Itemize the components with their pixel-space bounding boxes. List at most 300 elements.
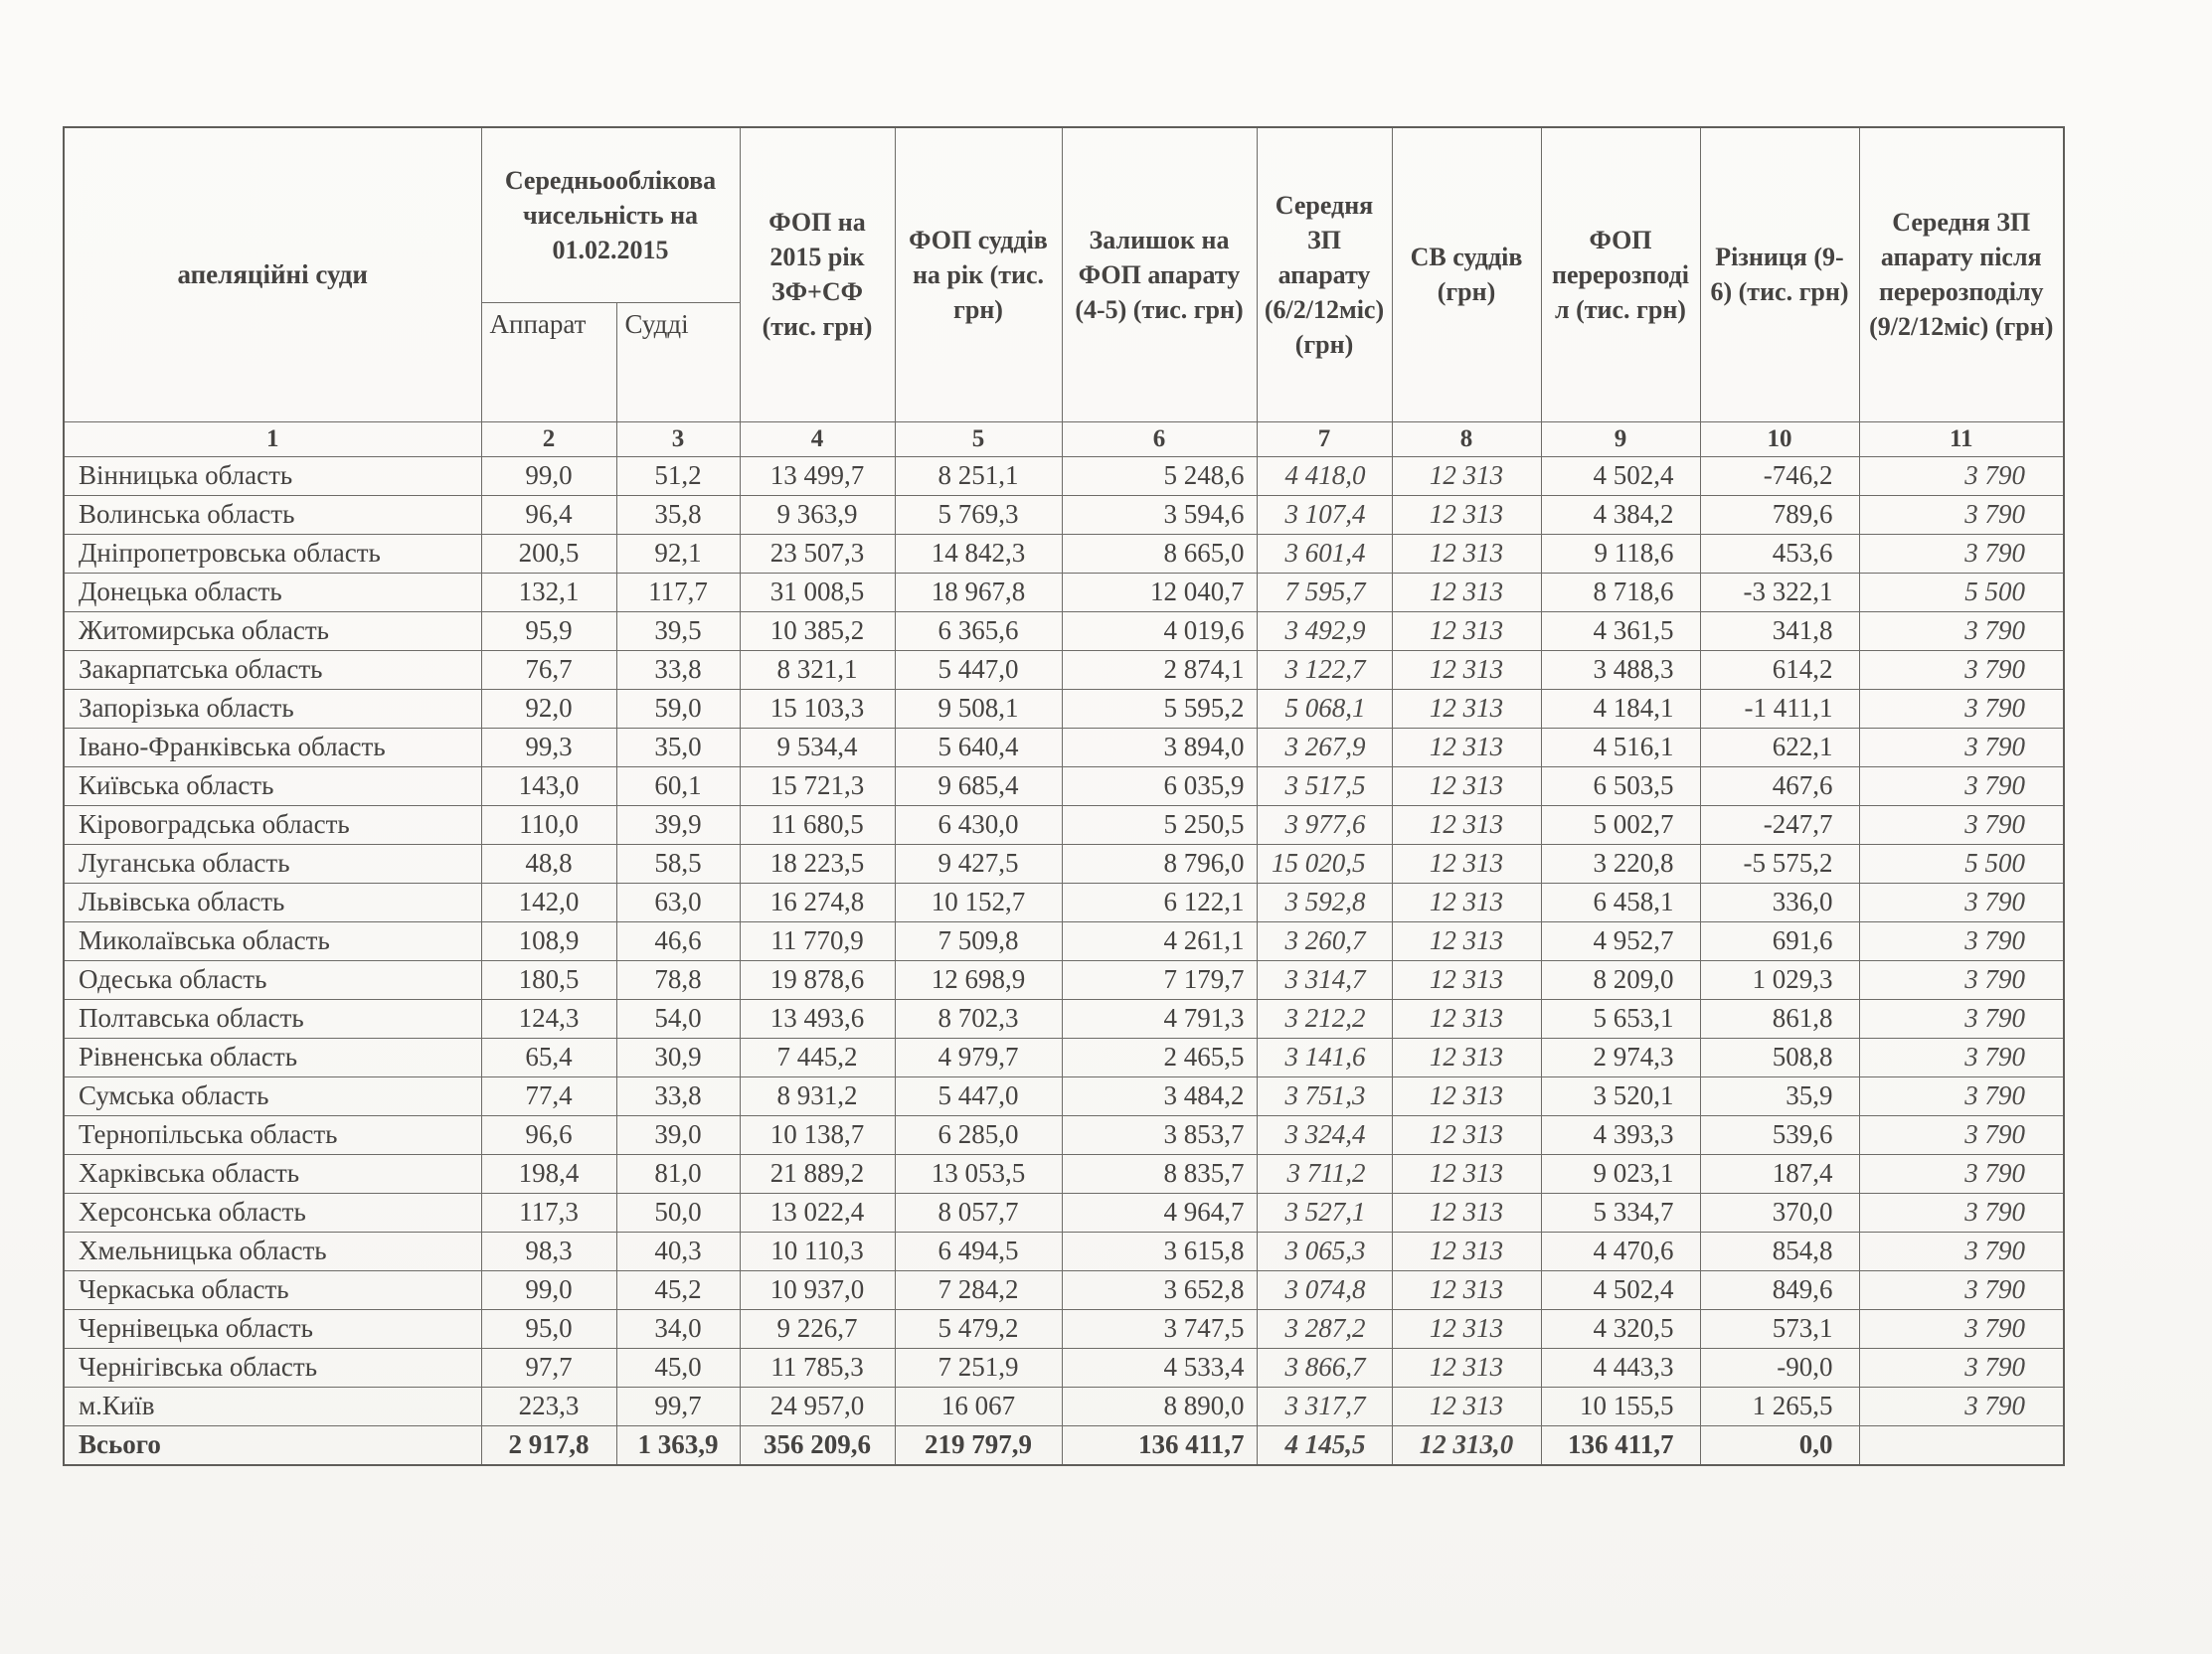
- cell-fop-2015: 7 445,2: [740, 1038, 895, 1076]
- cell-fop-2015: 356 209,6: [740, 1425, 895, 1465]
- cell-fop-2015: 23 507,3: [740, 534, 895, 573]
- cell-avg-salary-apparatus: 3 074,8: [1257, 1270, 1392, 1309]
- cell-fop-redistribution: 2 974,3: [1541, 1038, 1700, 1076]
- cell-fop-redistribution: 8 718,6: [1541, 573, 1700, 611]
- table-row: [64, 1348, 2064, 1387]
- cell-avg-salary-apparatus: 3 517,5: [1257, 766, 1392, 805]
- cell-region-name: Кіровоградська область: [64, 805, 481, 844]
- table-row: [64, 728, 2064, 766]
- header-sv-judges: СВ суддів (грн): [1392, 127, 1541, 421]
- col-num: 3: [616, 421, 740, 456]
- cell-avg-salary-after: 3 790: [1859, 766, 2064, 805]
- cell-fop-redistribution: 4 361,5: [1541, 611, 1700, 650]
- cell-fop-2015: 9 363,9: [740, 495, 895, 534]
- cell-avg-salary-apparatus: 3 492,9: [1257, 611, 1392, 650]
- cell-remainder-fop: 5 248,6: [1062, 456, 1257, 495]
- cell-apparatus-count: 200,5: [481, 534, 616, 573]
- cell-avg-salary-after: 3 790: [1859, 611, 2064, 650]
- cell-fop-judges-year: 10 152,7: [895, 883, 1062, 921]
- cell-avg-salary-apparatus: 3 592,8: [1257, 883, 1392, 921]
- table-row: [64, 1193, 2064, 1232]
- cell-avg-salary-after: 3 790: [1859, 883, 2064, 921]
- cell-remainder-fop: 3 853,7: [1062, 1115, 1257, 1154]
- cell-avg-salary-after: 3 790: [1859, 495, 2064, 534]
- cell-difference: -90,0: [1700, 1348, 1859, 1387]
- cell-sv-judges: 12 313: [1392, 883, 1541, 921]
- cell-fop-redistribution: 4 384,2: [1541, 495, 1700, 534]
- cell-avg-salary-after: 3 790: [1859, 456, 2064, 495]
- cell-fop-judges-year: 16 067: [895, 1387, 1062, 1425]
- cell-apparatus-count: 48,8: [481, 844, 616, 883]
- cell-sv-judges: 12 313: [1392, 611, 1541, 650]
- cell-fop-redistribution: 4 184,1: [1541, 689, 1700, 728]
- cell-fop-2015: 13 493,6: [740, 999, 895, 1038]
- table-total-row: [64, 1425, 2064, 1465]
- cell-fop-2015: 10 138,7: [740, 1115, 895, 1154]
- cell-difference: 341,8: [1700, 611, 1859, 650]
- column-number-row: [64, 421, 2064, 456]
- header-apparatus: Аппарат: [481, 302, 616, 421]
- header-fop-redistribution: ФОП перерозподіл (тис. грн): [1541, 127, 1700, 421]
- cell-fop-redistribution: 10 155,5: [1541, 1387, 1700, 1425]
- cell-region-name: Волинська область: [64, 495, 481, 534]
- cell-region-name: Дніпропетровська область: [64, 534, 481, 573]
- table-row: [64, 456, 2064, 495]
- cell-avg-salary-after: 3 790: [1859, 534, 2064, 573]
- cell-difference: 35,9: [1700, 1076, 1859, 1115]
- cell-avg-salary-apparatus: 3 977,6: [1257, 805, 1392, 844]
- cell-avg-salary-after: 3 790: [1859, 689, 2064, 728]
- cell-judges-count: 99,7: [616, 1387, 740, 1425]
- table-row: [64, 534, 2064, 573]
- cell-difference: 849,6: [1700, 1270, 1859, 1309]
- cell-remainder-fop: 4 791,3: [1062, 999, 1257, 1038]
- cell-fop-redistribution: 136 411,7: [1541, 1425, 1700, 1465]
- cell-sv-judges: 12 313: [1392, 1232, 1541, 1270]
- table-row: [64, 1115, 2064, 1154]
- cell-judges-count: 54,0: [616, 999, 740, 1038]
- cell-fop-redistribution: 6 458,1: [1541, 883, 1700, 921]
- cell-fop-redistribution: 4 502,4: [1541, 1270, 1700, 1309]
- cell-remainder-fop: 3 747,5: [1062, 1309, 1257, 1348]
- cell-apparatus-count: 77,4: [481, 1076, 616, 1115]
- cell-region-name: Вінницька область: [64, 456, 481, 495]
- cell-apparatus-count: 96,6: [481, 1115, 616, 1154]
- cell-fop-redistribution: 4 320,5: [1541, 1309, 1700, 1348]
- cell-sv-judges: 12 313: [1392, 1115, 1541, 1154]
- cell-remainder-fop: 2 874,1: [1062, 650, 1257, 689]
- cell-avg-salary-after: 3 790: [1859, 921, 2064, 960]
- cell-difference: 187,4: [1700, 1154, 1859, 1193]
- cell-difference: 789,6: [1700, 495, 1859, 534]
- cell-sv-judges: 12 313: [1392, 999, 1541, 1038]
- cell-avg-salary-apparatus: 3 866,7: [1257, 1348, 1392, 1387]
- col-num: 5: [895, 421, 1062, 456]
- cell-fop-redistribution: 4 443,3: [1541, 1348, 1700, 1387]
- cell-apparatus-count: 99,0: [481, 456, 616, 495]
- cell-remainder-fop: 4 261,1: [1062, 921, 1257, 960]
- header-avg-salary-after: Середня ЗП апарату після перерозподілу (9/2/12міс) (грн): [1859, 127, 2064, 421]
- header-fop-judges-year: ФОП суддів на рік (тис. грн): [895, 127, 1062, 421]
- cell-judges-count: 60,1: [616, 766, 740, 805]
- header-avg-salary-apparatus: Середня ЗП апарату (6/2/12міс) (грн): [1257, 127, 1392, 421]
- col-num: 4: [740, 421, 895, 456]
- cell-fop-judges-year: 5 640,4: [895, 728, 1062, 766]
- cell-apparatus-count: 92,0: [481, 689, 616, 728]
- header-avg-count-group: Середньооблікова чисельність на 01.02.2015: [481, 127, 740, 302]
- cell-region-name: Херсонська область: [64, 1193, 481, 1232]
- cell-fop-2015: 10 937,0: [740, 1270, 895, 1309]
- cell-fop-2015: 9 226,7: [740, 1309, 895, 1348]
- cell-difference: 508,8: [1700, 1038, 1859, 1076]
- cell-apparatus-count: 76,7: [481, 650, 616, 689]
- courts-budget-table: [63, 126, 2065, 1466]
- cell-avg-salary-apparatus: 3 324,4: [1257, 1115, 1392, 1154]
- table-row: [64, 1309, 2064, 1348]
- cell-remainder-fop: 3 894,0: [1062, 728, 1257, 766]
- cell-region-name: Київська область: [64, 766, 481, 805]
- cell-judges-count: 33,8: [616, 650, 740, 689]
- col-num: 9: [1541, 421, 1700, 456]
- cell-judges-count: 45,2: [616, 1270, 740, 1309]
- table-row: [64, 921, 2064, 960]
- cell-fop-redistribution: 9 118,6: [1541, 534, 1700, 573]
- table-row: [64, 844, 2064, 883]
- cell-avg-salary-apparatus: 3 751,3: [1257, 1076, 1392, 1115]
- header-judges: Судді: [616, 302, 740, 421]
- cell-fop-2015: 18 223,5: [740, 844, 895, 883]
- cell-judges-count: 35,0: [616, 728, 740, 766]
- cell-difference: 691,6: [1700, 921, 1859, 960]
- cell-apparatus-count: 124,3: [481, 999, 616, 1038]
- cell-sv-judges: 12 313: [1392, 1154, 1541, 1193]
- cell-sv-judges: 12 313: [1392, 573, 1541, 611]
- cell-judges-count: 81,0: [616, 1154, 740, 1193]
- cell-region-name: Івано-Франківська область: [64, 728, 481, 766]
- cell-fop-judges-year: 219 797,9: [895, 1425, 1062, 1465]
- cell-avg-salary-after: 3 790: [1859, 1038, 2064, 1076]
- cell-fop-redistribution: 4 393,3: [1541, 1115, 1700, 1154]
- cell-judges-count: 34,0: [616, 1309, 740, 1348]
- cell-fop-redistribution: 3 220,8: [1541, 844, 1700, 883]
- cell-difference: 453,6: [1700, 534, 1859, 573]
- cell-avg-salary-apparatus: 15 020,5: [1257, 844, 1392, 883]
- cell-remainder-fop: 3 484,2: [1062, 1076, 1257, 1115]
- cell-judges-count: 39,5: [616, 611, 740, 650]
- cell-judges-count: 40,3: [616, 1232, 740, 1270]
- cell-fop-2015: 21 889,2: [740, 1154, 895, 1193]
- cell-fop-2015: 10 385,2: [740, 611, 895, 650]
- cell-fop-2015: 10 110,3: [740, 1232, 895, 1270]
- cell-sv-judges: 12 313: [1392, 844, 1541, 883]
- header-fop-2015: ФОП на 2015 рік ЗФ+СФ (тис. грн): [740, 127, 895, 421]
- cell-difference: 539,6: [1700, 1115, 1859, 1154]
- cell-avg-salary-after: 3 790: [1859, 1193, 2064, 1232]
- cell-fop-2015: 11 770,9: [740, 921, 895, 960]
- cell-fop-redistribution: 3 488,3: [1541, 650, 1700, 689]
- cell-difference: 614,2: [1700, 650, 1859, 689]
- cell-fop-redistribution: 5 334,7: [1541, 1193, 1700, 1232]
- cell-avg-salary-after: 3 790: [1859, 1076, 2064, 1115]
- cell-fop-2015: 9 534,4: [740, 728, 895, 766]
- cell-sv-judges: 12 313: [1392, 1076, 1541, 1115]
- cell-difference: -1 411,1: [1700, 689, 1859, 728]
- cell-sv-judges: 12 313: [1392, 1038, 1541, 1076]
- cell-apparatus-count: 223,3: [481, 1387, 616, 1425]
- cell-fop-judges-year: 9 427,5: [895, 844, 1062, 883]
- cell-fop-judges-year: 6 430,0: [895, 805, 1062, 844]
- table-row: [64, 650, 2064, 689]
- cell-fop-judges-year: 5 447,0: [895, 1076, 1062, 1115]
- cell-remainder-fop: 2 465,5: [1062, 1038, 1257, 1076]
- cell-fop-2015: 11 785,3: [740, 1348, 895, 1387]
- cell-avg-salary-after: 3 790: [1859, 1232, 2064, 1270]
- table-row: [64, 999, 2064, 1038]
- cell-fop-judges-year: 5 769,3: [895, 495, 1062, 534]
- cell-apparatus-count: 65,4: [481, 1038, 616, 1076]
- cell-avg-salary-apparatus: 3 601,4: [1257, 534, 1392, 573]
- cell-difference: 467,6: [1700, 766, 1859, 805]
- cell-sv-judges: 12 313: [1392, 689, 1541, 728]
- cell-fop-2015: 15 721,3: [740, 766, 895, 805]
- cell-difference: 1 029,3: [1700, 960, 1859, 999]
- table-row: [64, 805, 2064, 844]
- cell-avg-salary-after: 3 790: [1859, 999, 2064, 1038]
- cell-region-name: Донецька область: [64, 573, 481, 611]
- cell-avg-salary-apparatus: 3 107,4: [1257, 495, 1392, 534]
- col-num: 8: [1392, 421, 1541, 456]
- cell-judges-count: 1 363,9: [616, 1425, 740, 1465]
- cell-difference: -247,7: [1700, 805, 1859, 844]
- cell-region-name: Хмельницька область: [64, 1232, 481, 1270]
- cell-apparatus-count: 2 917,8: [481, 1425, 616, 1465]
- cell-fop-judges-year: 6 365,6: [895, 611, 1062, 650]
- col-num: 10: [1700, 421, 1859, 456]
- cell-avg-salary-after: 5 500: [1859, 844, 2064, 883]
- cell-fop-2015: 8 321,1: [740, 650, 895, 689]
- cell-remainder-fop: 3 594,6: [1062, 495, 1257, 534]
- cell-region-name: Запорізька область: [64, 689, 481, 728]
- cell-fop-judges-year: 6 494,5: [895, 1232, 1062, 1270]
- cell-avg-salary-after: 3 790: [1859, 960, 2064, 999]
- cell-remainder-fop: 8 835,7: [1062, 1154, 1257, 1193]
- cell-avg-salary-apparatus: 3 065,3: [1257, 1232, 1392, 1270]
- cell-region-name: Одеська область: [64, 960, 481, 999]
- cell-difference: 854,8: [1700, 1232, 1859, 1270]
- cell-difference: 370,0: [1700, 1193, 1859, 1232]
- cell-fop-judges-year: 8 702,3: [895, 999, 1062, 1038]
- cell-region-name: м.Київ: [64, 1387, 481, 1425]
- cell-difference: 573,1: [1700, 1309, 1859, 1348]
- table-row: [64, 1076, 2064, 1115]
- cell-avg-salary-apparatus: 3 122,7: [1257, 650, 1392, 689]
- cell-fop-2015: 13 022,4: [740, 1193, 895, 1232]
- table-row: [64, 1038, 2064, 1076]
- cell-avg-salary-after: 3 790: [1859, 1270, 2064, 1309]
- cell-fop-2015: 11 680,5: [740, 805, 895, 844]
- cell-difference: 336,0: [1700, 883, 1859, 921]
- col-num: 2: [481, 421, 616, 456]
- cell-fop-judges-year: 12 698,9: [895, 960, 1062, 999]
- cell-remainder-fop: 8 665,0: [1062, 534, 1257, 573]
- cell-remainder-fop: 7 179,7: [1062, 960, 1257, 999]
- cell-sv-judges: 12 313: [1392, 495, 1541, 534]
- cell-fop-redistribution: 4 470,6: [1541, 1232, 1700, 1270]
- cell-region-name: Всього: [64, 1425, 481, 1465]
- cell-avg-salary-apparatus: 5 068,1: [1257, 689, 1392, 728]
- cell-fop-judges-year: 5 447,0: [895, 650, 1062, 689]
- table-row: [64, 1387, 2064, 1425]
- cell-sv-judges: 12 313: [1392, 921, 1541, 960]
- cell-apparatus-count: 108,9: [481, 921, 616, 960]
- cell-fop-2015: 13 499,7: [740, 456, 895, 495]
- table-row: [64, 766, 2064, 805]
- cell-remainder-fop: 136 411,7: [1062, 1425, 1257, 1465]
- cell-region-name: Тернопільська область: [64, 1115, 481, 1154]
- cell-sv-judges: 12 313: [1392, 1193, 1541, 1232]
- cell-apparatus-count: 180,5: [481, 960, 616, 999]
- cell-judges-count: 39,0: [616, 1115, 740, 1154]
- cell-fop-2015: 16 274,8: [740, 883, 895, 921]
- cell-fop-judges-year: 7 284,2: [895, 1270, 1062, 1309]
- cell-avg-salary-after: 3 790: [1859, 1348, 2064, 1387]
- cell-sv-judges: 12 313: [1392, 1387, 1541, 1425]
- cell-sv-judges: 12 313: [1392, 650, 1541, 689]
- cell-fop-redistribution: 4 952,7: [1541, 921, 1700, 960]
- cell-fop-judges-year: 13 053,5: [895, 1154, 1062, 1193]
- cell-sv-judges: 12 313: [1392, 960, 1541, 999]
- cell-avg-salary-apparatus: 3 260,7: [1257, 921, 1392, 960]
- cell-fop-redistribution: 6 503,5: [1541, 766, 1700, 805]
- cell-sv-judges: 12 313: [1392, 534, 1541, 573]
- cell-fop-2015: 15 103,3: [740, 689, 895, 728]
- cell-region-name: Чернігівська область: [64, 1348, 481, 1387]
- cell-avg-salary-apparatus: 3 527,1: [1257, 1193, 1392, 1232]
- cell-sv-judges: 12 313: [1392, 1348, 1541, 1387]
- cell-sv-judges: 12 313,0: [1392, 1425, 1541, 1465]
- col-num: 7: [1257, 421, 1392, 456]
- cell-fop-redistribution: 4 502,4: [1541, 456, 1700, 495]
- table-row: [64, 883, 2064, 921]
- cell-region-name: Миколаївська область: [64, 921, 481, 960]
- cell-fop-redistribution: 3 520,1: [1541, 1076, 1700, 1115]
- cell-fop-judges-year: 4 979,7: [895, 1038, 1062, 1076]
- cell-fop-redistribution: 9 023,1: [1541, 1154, 1700, 1193]
- cell-remainder-fop: 12 040,7: [1062, 573, 1257, 611]
- cell-sv-judges: 12 313: [1392, 766, 1541, 805]
- cell-apparatus-count: 143,0: [481, 766, 616, 805]
- cell-fop-judges-year: 9 685,4: [895, 766, 1062, 805]
- cell-avg-salary-after: 3 790: [1859, 805, 2064, 844]
- table-row: [64, 1154, 2064, 1193]
- cell-fop-judges-year: 7 251,9: [895, 1348, 1062, 1387]
- header-remainder-fop: Залишок на ФОП апарату (4-5) (тис. грн): [1062, 127, 1257, 421]
- cell-region-name: Львівська область: [64, 883, 481, 921]
- cell-fop-judges-year: 9 508,1: [895, 689, 1062, 728]
- cell-region-name: Луганська область: [64, 844, 481, 883]
- col-num: 1: [64, 421, 481, 456]
- cell-region-name: Полтавська область: [64, 999, 481, 1038]
- cell-difference: -746,2: [1700, 456, 1859, 495]
- cell-sv-judges: 12 313: [1392, 805, 1541, 844]
- table-row: [64, 611, 2064, 650]
- cell-apparatus-count: 98,3: [481, 1232, 616, 1270]
- cell-difference: 1 265,5: [1700, 1387, 1859, 1425]
- cell-remainder-fop: 8 890,0: [1062, 1387, 1257, 1425]
- cell-avg-salary-apparatus: 3 314,7: [1257, 960, 1392, 999]
- cell-judges-count: 63,0: [616, 883, 740, 921]
- cell-apparatus-count: 99,3: [481, 728, 616, 766]
- cell-fop-2015: 31 008,5: [740, 573, 895, 611]
- cell-judges-count: 78,8: [616, 960, 740, 999]
- cell-avg-salary-after: 3 790: [1859, 650, 2064, 689]
- cell-fop-redistribution: 4 516,1: [1541, 728, 1700, 766]
- cell-judges-count: 51,2: [616, 456, 740, 495]
- cell-avg-salary-apparatus: 4 418,0: [1257, 456, 1392, 495]
- cell-region-name: Житомирська область: [64, 611, 481, 650]
- col-num: 11: [1859, 421, 2064, 456]
- cell-avg-salary-after: 3 790: [1859, 1154, 2064, 1193]
- table-row: [64, 495, 2064, 534]
- cell-judges-count: 117,7: [616, 573, 740, 611]
- cell-avg-salary-apparatus: 3 212,2: [1257, 999, 1392, 1038]
- table-row: [64, 1270, 2064, 1309]
- cell-avg-salary-apparatus: 7 595,7: [1257, 573, 1392, 611]
- cell-fop-judges-year: 18 967,8: [895, 573, 1062, 611]
- cell-fop-judges-year: 8 251,1: [895, 456, 1062, 495]
- cell-region-name: Рівненська область: [64, 1038, 481, 1076]
- cell-fop-2015: 24 957,0: [740, 1387, 895, 1425]
- cell-remainder-fop: 5 595,2: [1062, 689, 1257, 728]
- cell-avg-salary-after: 3 790: [1859, 728, 2064, 766]
- cell-judges-count: 59,0: [616, 689, 740, 728]
- cell-fop-judges-year: 7 509,8: [895, 921, 1062, 960]
- cell-judges-count: 46,6: [616, 921, 740, 960]
- cell-judges-count: 30,9: [616, 1038, 740, 1076]
- cell-avg-salary-apparatus: 3 141,6: [1257, 1038, 1392, 1076]
- cell-difference: -3 322,1: [1700, 573, 1859, 611]
- cell-judges-count: 35,8: [616, 495, 740, 534]
- cell-remainder-fop: 4 533,4: [1062, 1348, 1257, 1387]
- cell-fop-redistribution: 5 653,1: [1541, 999, 1700, 1038]
- cell-region-name: Черкаська область: [64, 1270, 481, 1309]
- cell-avg-salary-apparatus: 4 145,5: [1257, 1425, 1392, 1465]
- cell-fop-judges-year: 14 842,3: [895, 534, 1062, 573]
- cell-avg-salary-apparatus: 3 287,2: [1257, 1309, 1392, 1348]
- cell-sv-judges: 12 313: [1392, 1309, 1541, 1348]
- cell-remainder-fop: 3 615,8: [1062, 1232, 1257, 1270]
- cell-region-name: Харківська область: [64, 1154, 481, 1193]
- cell-fop-judges-year: 8 057,7: [895, 1193, 1062, 1232]
- cell-remainder-fop: 4 019,6: [1062, 611, 1257, 650]
- cell-fop-2015: 8 931,2: [740, 1076, 895, 1115]
- cell-fop-redistribution: 8 209,0: [1541, 960, 1700, 999]
- cell-region-name: Закарпатська область: [64, 650, 481, 689]
- cell-avg-salary-after: [1859, 1425, 2064, 1465]
- header-courts: апеляційні суди: [64, 127, 481, 421]
- table-row: [64, 573, 2064, 611]
- cell-remainder-fop: 8 796,0: [1062, 844, 1257, 883]
- cell-remainder-fop: 6 035,9: [1062, 766, 1257, 805]
- cell-remainder-fop: 3 652,8: [1062, 1270, 1257, 1309]
- cell-avg-salary-apparatus: 3 711,2: [1257, 1154, 1392, 1193]
- cell-judges-count: 39,9: [616, 805, 740, 844]
- cell-region-name: Чернівецька область: [64, 1309, 481, 1348]
- cell-judges-count: 33,8: [616, 1076, 740, 1115]
- cell-apparatus-count: 96,4: [481, 495, 616, 534]
- cell-judges-count: 45,0: [616, 1348, 740, 1387]
- cell-remainder-fop: 6 122,1: [1062, 883, 1257, 921]
